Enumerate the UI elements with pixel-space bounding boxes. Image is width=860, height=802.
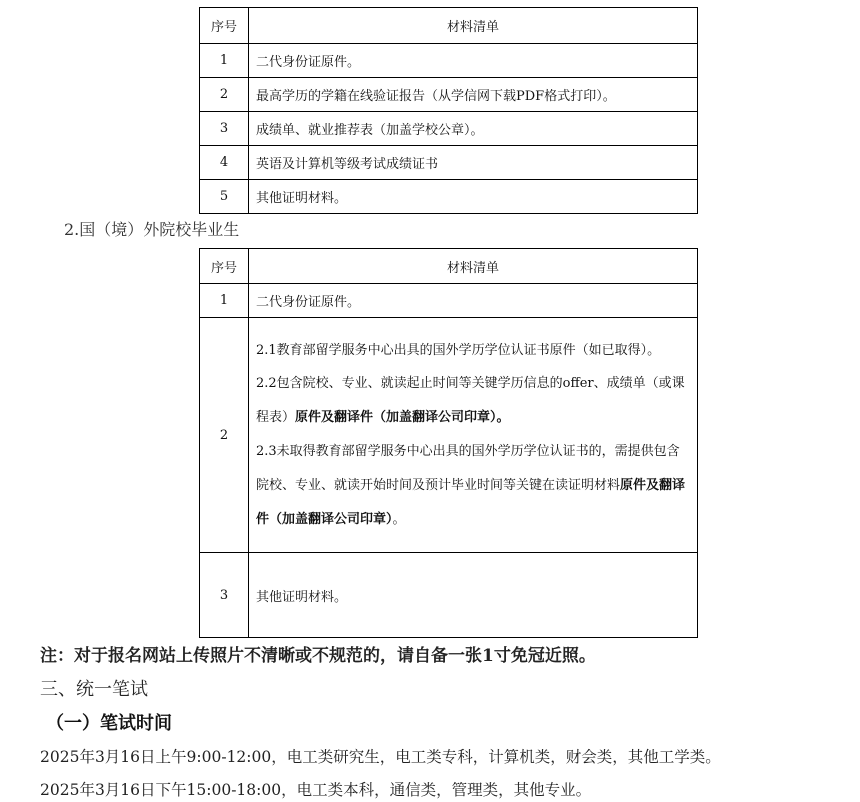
materials-table-foreign — [199, 248, 698, 638]
heading-foreign-graduates: 2.国（境）外院校毕业生 — [64, 220, 240, 239]
row-text: 其他证明材料。 — [249, 553, 698, 638]
exam-time-line-afternoon: 2025年3月16日下午15:00-18:00，电工类本科，通信类，管理类，其他专业。 — [40, 781, 592, 799]
table-header-row — [200, 249, 698, 284]
subsection-heading-exam-time: （一）笔试时间 — [46, 713, 172, 734]
row-number: 1 — [200, 284, 249, 318]
row-text: 二代身份证原件。 — [249, 44, 698, 78]
header-materials: 材料清单 — [249, 249, 698, 284]
table-row — [200, 553, 698, 638]
row-number: 4 — [200, 146, 249, 180]
table-row — [200, 44, 698, 78]
item-2-1: 2.1教育部留学服务中心出具的国外学历学位认证书原件（如已取得）。 — [256, 342, 661, 358]
table-row — [200, 180, 698, 214]
table-row — [200, 112, 698, 146]
photo-note: 注：对于报名网站上传照片不清晰或不规范的，请自备一张1寸免冠近照。 — [40, 646, 596, 666]
item-2-3 — [256, 435, 690, 536]
row-number: 2 — [200, 78, 249, 112]
row-text-multiline — [249, 318, 698, 553]
row-number: 2 — [200, 318, 249, 553]
item-2-3-text: 2.3未取得教育部留学服务中心出具的国外学历学位认证书的，需提供包含院校、专业、就读开始时间及预计毕业时间等关键在读证明材料 — [256, 444, 680, 493]
section-heading-exam: 三、统一笔试 — [40, 679, 148, 700]
row-number: 3 — [200, 553, 249, 638]
row-number: 1 — [200, 44, 249, 78]
row-text: 最高学历的学籍在线验证报告（从学信网下载PDF格式打印）。 — [249, 78, 698, 112]
item-2-2-bold: 原件及翻译件（加盖翻译公司印章）。 — [295, 410, 510, 426]
item-2-3-bold: 原件及翻译件（加盖翻译公司印章） — [256, 477, 686, 527]
table-row — [200, 78, 698, 112]
row-text: 其他证明材料。 — [249, 180, 698, 214]
materials-table-domestic — [199, 7, 698, 214]
table-row — [200, 284, 698, 318]
item-2-2 — [256, 367, 690, 435]
item-2-3-end: 。 — [392, 511, 406, 527]
row-number: 5 — [200, 180, 249, 214]
row-text: 二代身份证原件。 — [249, 284, 698, 318]
table-row — [200, 146, 698, 180]
header-materials: 材料清单 — [249, 8, 698, 44]
row-text: 成绩单、就业推荐表（加盖学校公章）。 — [249, 112, 698, 146]
item-2-2-text: 2.2包含院校、专业、就读起止时间等关键学历信息的offer、成绩单（或课程表） — [256, 376, 685, 426]
row-number: 3 — [200, 112, 249, 146]
row-text: 英语及计算机等级考试成绩证书 — [249, 146, 698, 180]
table-header-row — [200, 8, 698, 44]
header-serial: 序号 — [200, 249, 249, 284]
exam-time-line-morning: 2025年3月16日上午9:00-12:00，电工类研究生，电工类专科，计算机类，财会类，其他工学类。 — [40, 748, 721, 766]
table-row — [200, 318, 698, 553]
header-serial: 序号 — [200, 8, 249, 44]
